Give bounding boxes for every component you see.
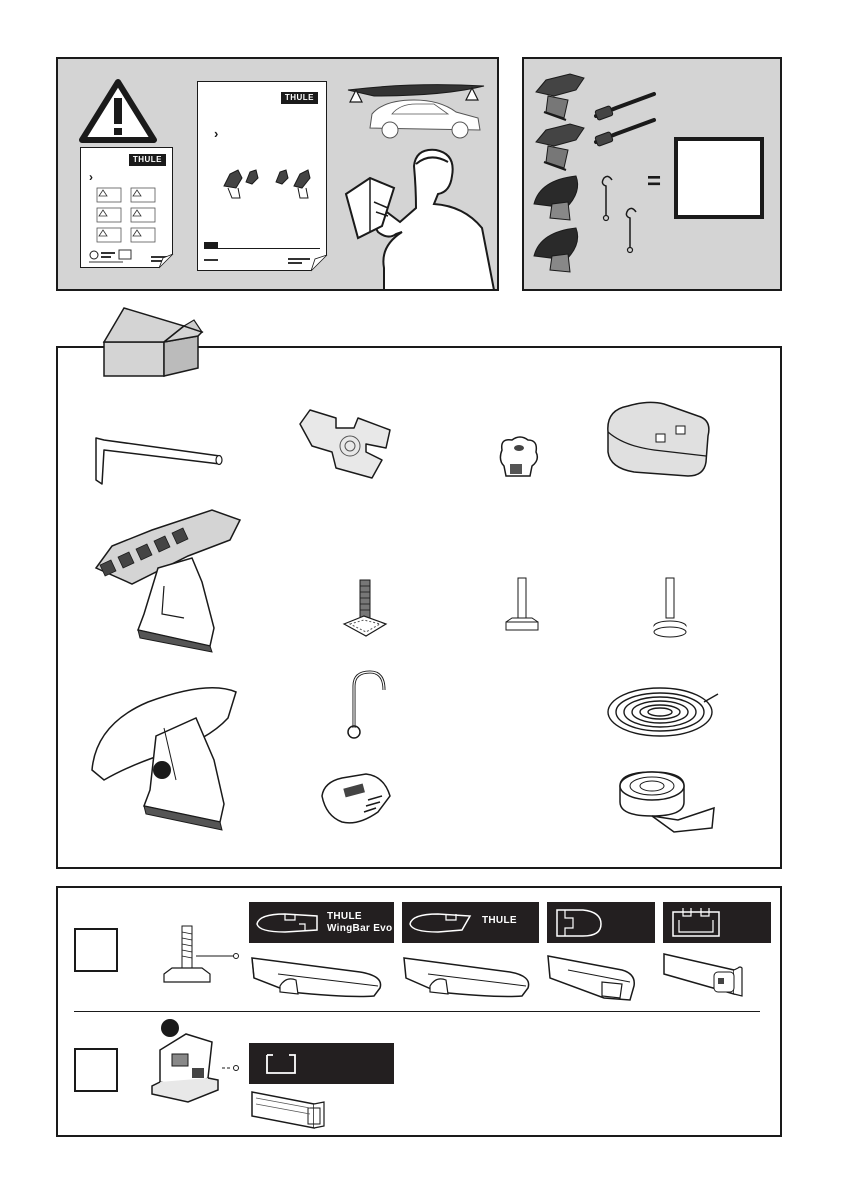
warning-triangle-icon xyxy=(78,78,158,144)
bar-label-line1: THULE xyxy=(482,915,517,926)
kayak-saddle-icon xyxy=(530,72,590,122)
bar-type-label-wingbar-evo xyxy=(249,902,394,943)
person-reading-icon xyxy=(344,148,496,290)
end-cap-icon xyxy=(318,772,394,828)
leaflet-footer-text xyxy=(288,258,310,260)
bar-label-line1: THULE xyxy=(327,911,362,922)
t-bolt-icon xyxy=(650,576,690,638)
foam-coil-icon xyxy=(604,682,720,740)
probar-profile-icon xyxy=(669,906,723,940)
probar-bar-icon xyxy=(662,950,774,1006)
wingbar-profile-icon xyxy=(255,910,319,936)
instruction-leaflet-icon xyxy=(197,81,327,271)
safety-booklet-icon xyxy=(80,147,173,268)
squarebar-profile-icon xyxy=(263,1051,299,1077)
allen-key-icon xyxy=(86,428,226,488)
wingbar-profile-icon xyxy=(408,910,472,936)
bar-type-label-squarebar xyxy=(249,1043,394,1084)
adjustment-tool-icon xyxy=(296,404,396,484)
leaflet-chevron: › xyxy=(214,126,219,141)
brand-logo: THULE xyxy=(281,92,318,104)
t-bolt-icon xyxy=(502,576,542,638)
tape-roll-icon xyxy=(612,768,716,834)
base-plate-icon xyxy=(604,398,712,480)
booklet-footer-icon xyxy=(89,248,169,266)
s-hook-icon xyxy=(598,172,618,224)
brand-logo: THULE xyxy=(129,154,166,166)
bar-type-label-slidebar xyxy=(547,902,655,943)
step-box-1 xyxy=(74,928,118,972)
car-with-kayak-icon xyxy=(344,80,486,142)
squarebar-bar-icon xyxy=(250,1090,330,1132)
glide-pad-icon xyxy=(88,684,240,832)
leaflet-rule xyxy=(204,248,320,249)
strap-icon xyxy=(594,118,656,148)
box-icon xyxy=(100,306,204,378)
adapter-icon xyxy=(148,1018,248,1104)
leaflet-footer-text xyxy=(288,262,302,264)
slidebar-bar-icon xyxy=(546,952,654,1006)
t-bolt-icon xyxy=(160,924,240,988)
bar-label-line2: WingBar Evo xyxy=(327,923,393,934)
equals-sign: = xyxy=(647,168,662,195)
quantity-box xyxy=(674,137,764,219)
booklet-chevron: › xyxy=(89,170,93,184)
leaflet-footer-mark xyxy=(204,259,218,261)
kayak-saddle-icon xyxy=(92,506,244,654)
saddle-set-icon xyxy=(218,152,310,204)
t-bolt-icon xyxy=(340,578,390,640)
wingbar-evo-bar-icon xyxy=(250,952,398,1002)
kayak-saddle-icon xyxy=(530,122,590,172)
step-box-2 xyxy=(74,1048,118,1092)
page-curl-icon xyxy=(311,255,327,271)
wingbar-bar-icon xyxy=(402,952,542,1002)
glide-pad-icon xyxy=(530,174,584,222)
bar-type-label-probar xyxy=(663,902,771,943)
warning-grid-icon xyxy=(95,186,163,246)
slidebar-profile-icon xyxy=(553,906,605,940)
s-hook-icon xyxy=(340,668,390,744)
bar-type-label-wingbar xyxy=(402,902,539,943)
fitting-divider xyxy=(74,1011,760,1012)
page-curl-icon xyxy=(159,254,173,268)
knob-icon xyxy=(496,434,540,480)
s-hook-icon xyxy=(622,204,642,256)
glide-pad-icon xyxy=(530,226,584,274)
